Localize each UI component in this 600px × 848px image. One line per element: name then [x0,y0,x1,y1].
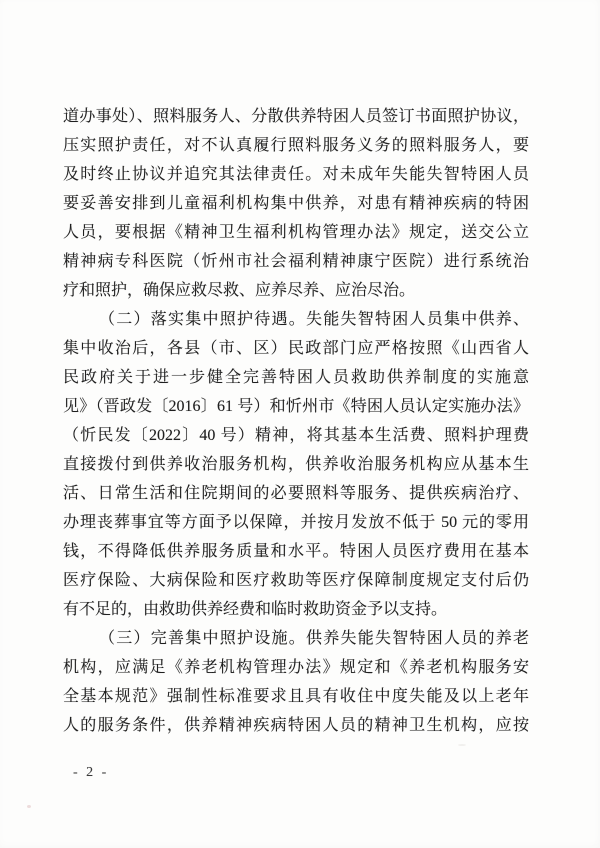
document-line: 钱，不得降低供养服务质量和水平。特困人员医疗费用在基本 [63,543,529,560]
document-line: 集中收治后，各县（市、区）民政部门应严格按照《山西省人 [63,340,529,357]
scan-speck [458,744,466,746]
page-number: - 2 - [73,765,109,780]
document-line: 见》（晋政发〔2016〕61 号）和忻州市《特困人员认定实施办法》 [63,398,529,415]
document-line: 民政府关于进一步健全完善特困人员救助供养制度的实施意 [63,369,529,386]
document-line: 疗和照护，确保应救尽救、应养尽养、应治尽治。 [63,282,416,299]
document-line: （三）完善集中照护设施。供养失能失智特困人员的养老 [99,630,529,647]
document-line: （二）落实集中照护待遇。失能失智特困人员集中供养、 [99,311,529,328]
document-line: 办理丧葬事宜等方面予以保障，并按月发放不低于 50 元的零用 [63,514,529,531]
text-block [63,102,529,740]
scan-speck [27,805,31,808]
document-line: 精神病专科医院（忻州市社会福利精神康宁医院）进行系统治 [63,253,529,270]
document-line: 有不足的，由救助供养经费和临时救助资金予以支持。 [63,601,448,618]
document-line: （忻民发〔2022〕40 号）精神，将其基本生活费、照料护理费 [63,427,529,444]
document-line: 道办事处）、照料服务人、分散供养特困人员签订书面照护协议， [63,108,529,125]
document-line: 人员，要根据《精神卫生福利机构管理办法》规定，送交公立 [63,224,529,241]
document-line: 及时终止协议并追究其法律责任。对未成年失能失智特困人员 [63,166,529,183]
document-line: 直接拨付到供养收治服务机构，供养收治服务机构应从基本生 [63,456,529,473]
document-line: 要妥善安排到儿童福利机构集中供养，对患有精神疾病的特困 [63,195,529,212]
document-line: 全基本规范》强制性标准要求且具有收住中度失能及以上老年 [63,688,529,705]
document-line: 人的服务条件，供养精神疾病特困人员的精神卫生机构，应按 [63,717,529,734]
document-line: 机构，应满足《养老机构管理办法》规定和《养老机构服务安 [63,659,529,676]
document-line: 压实照护责任，对不认真履行照料服务义务的照料服务人，要 [63,137,529,154]
document-line: 医疗保险、大病保险和医疗救助等医疗保障制度规定支付后仍 [63,572,529,589]
document-line: 活、日常生活和住院期间的必要照料等服务、提供疾病治疗、 [63,485,529,502]
